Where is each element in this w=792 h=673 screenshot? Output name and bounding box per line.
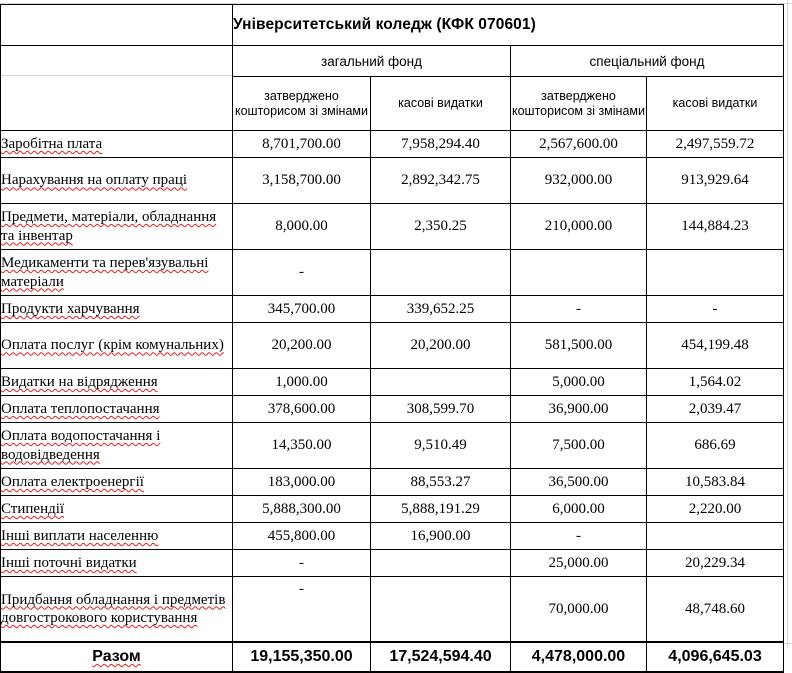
row-label: Стипендії (1, 496, 233, 523)
cell-approved-special: 70,000.00 (511, 577, 647, 643)
cell-cash-special: 454,199.48 (647, 323, 784, 369)
row-label: Придбання обладнання і предметів довгострокового користування (1, 577, 233, 643)
grid-line-faint (1, 75, 232, 76)
cell-cash-general: 308,599.70 (371, 396, 511, 423)
cell-cash-general (371, 250, 511, 296)
cell-cash-special: 2,039.47 (647, 396, 784, 423)
row-label: Нарахування на оплату праці (1, 158, 233, 204)
cell-approved-special: 581,500.00 (511, 323, 647, 369)
row-label: Інші виплати населенню (1, 523, 233, 550)
cell-approved-general: 455,800.00 (233, 523, 371, 550)
title-row-spacer (1, 5, 233, 46)
cell-approved-general: 8,701,700.00 (233, 131, 371, 158)
cell-approved-general: 1,000.00 (233, 369, 371, 396)
cell-approved-special: 210,000.00 (511, 204, 647, 250)
column-header-approved-special: затверджено кошторисом зі змінами (511, 77, 647, 131)
cell-cash-general: 7,958,294.40 (371, 131, 511, 158)
cell-cash-special: - (647, 296, 784, 323)
cell-cash-special: 2,497,559.72 (647, 131, 784, 158)
table-row (1, 250, 784, 296)
grid-line-v (787, 0, 788, 647)
cell-approved-general: 183,000.00 (233, 469, 371, 496)
cell-cash-general: 88,553.27 (371, 469, 511, 496)
cell-cash-general: 2,350.25 (371, 204, 511, 250)
cell-approved-special: 36,900.00 (511, 396, 647, 423)
stub-header-cell (1, 46, 233, 131)
table-row (1, 577, 784, 643)
cell-approved-general: - (233, 577, 371, 643)
total-approved-special: 4,478,000.00 (511, 642, 647, 672)
cell-cash-special (647, 523, 784, 550)
table-row (1, 323, 784, 369)
cell-approved-special: 25,000.00 (511, 550, 647, 577)
row-label: Оплата електроенергії (1, 469, 233, 496)
table-row (1, 158, 784, 204)
cell-cash-special: 2,220.00 (647, 496, 784, 523)
budget-table (0, 4, 784, 673)
table-row (1, 550, 784, 577)
cell-approved-special: 932,000.00 (511, 158, 647, 204)
row-label: Оплата послуг (крім комунальних) (1, 323, 233, 369)
cell-cash-general: 5,888,191.29 (371, 496, 511, 523)
row-label: Оплата водопостачання і водовідведення (1, 423, 233, 469)
total-label: Разом (1, 642, 233, 672)
row-label: Оплата теплопостачання (1, 396, 233, 423)
table-row-title (1, 5, 784, 46)
cell-cash-general: 20,200.00 (371, 323, 511, 369)
row-label: Продукти харчування (1, 296, 233, 323)
cell-approved-special: - (511, 296, 647, 323)
cell-cash-special (647, 250, 784, 296)
cell-approved-general: 20,200.00 (233, 323, 371, 369)
cell-cash-special: 913,929.64 (647, 158, 784, 204)
cell-cash-general: 339,652.25 (371, 296, 511, 323)
cell-approved-special: 36,500.00 (511, 469, 647, 496)
cell-cash-general (371, 550, 511, 577)
table-row (1, 523, 784, 550)
cell-cash-general (371, 369, 511, 396)
total-approved-general: 19,155,350.00 (233, 642, 371, 672)
column-header-cash-general: касові видатки (371, 77, 511, 131)
table-row (1, 496, 784, 523)
total-cash-general: 17,524,594.40 (371, 642, 511, 672)
cell-cash-special: 686.69 (647, 423, 784, 469)
table-row (1, 369, 784, 396)
table-row (1, 396, 784, 423)
cell-approved-special: 2,567,600.00 (511, 131, 647, 158)
cell-cash-special: 1,564.02 (647, 369, 784, 396)
cell-cash-special: 144,884.23 (647, 204, 784, 250)
cell-cash-special: 10,583.84 (647, 469, 784, 496)
cell-approved-special: 7,500.00 (511, 423, 647, 469)
page-title: Університетський коледж (КФК 070601) (233, 5, 784, 46)
table-row (1, 423, 784, 469)
row-label: Медикаменти та перев'язувальні матеріали (1, 250, 233, 296)
cell-approved-general: - (233, 550, 371, 577)
cell-cash-general: 9,510.49 (371, 423, 511, 469)
cell-approved-general: 14,350.00 (233, 423, 371, 469)
row-label: Предмети, матеріали, обладнання та інвентар (1, 204, 233, 250)
column-header-approved-general: затверджено кошторисом зі змінами (233, 77, 371, 131)
cell-approved-special: 6,000.00 (511, 496, 647, 523)
table-row (1, 296, 784, 323)
row-label: Заробітна плата (1, 131, 233, 158)
cell-approved-general: - (233, 250, 371, 296)
cell-cash-general: 2,892,342.75 (371, 158, 511, 204)
table-row (1, 131, 784, 158)
cell-approved-special: 5,000.00 (511, 369, 647, 396)
cell-cash-general: 16,900.00 (371, 523, 511, 550)
table-row (1, 469, 784, 496)
cell-approved-general: 5,888,300.00 (233, 496, 371, 523)
row-label: Видатки на відрядження (1, 369, 233, 396)
table-row (1, 204, 784, 250)
cell-approved-special (511, 250, 647, 296)
column-group-header-special-fund: спеціальний фонд (511, 46, 784, 77)
cell-cash-special: 48,748.60 (647, 577, 784, 643)
total-cash-special: 4,096,645.03 (647, 642, 784, 672)
column-group-header-general-fund: загальний фонд (233, 46, 511, 77)
column-header-cash-special: касові видатки (647, 77, 784, 131)
cell-cash-special: 20,229.34 (647, 550, 784, 577)
cell-approved-general: 378,600.00 (233, 396, 371, 423)
cell-approved-general: 3,158,700.00 (233, 158, 371, 204)
cell-approved-general: 345,700.00 (233, 296, 371, 323)
cell-approved-general: 8,000.00 (233, 204, 371, 250)
row-label: Інші поточні видатки (1, 550, 233, 577)
table-row-fund-header (1, 46, 784, 77)
cell-approved-special: - (511, 523, 647, 550)
cell-cash-general (371, 577, 511, 643)
